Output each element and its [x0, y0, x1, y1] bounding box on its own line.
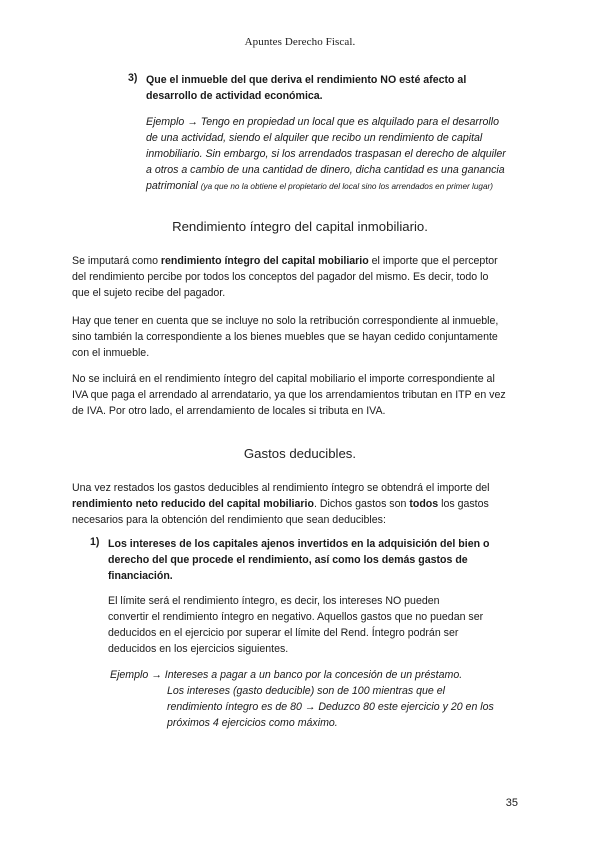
- paragraph-line: Hay que tener en cuenta que se incluye no solo la retribución correspondiente al inmueble,: [72, 315, 499, 327]
- item1-example-continuation: [167, 683, 494, 731]
- bold-term: rendimiento íntegro del capital mobiliario: [160, 255, 369, 267]
- item1-title: [108, 536, 490, 584]
- paragraph-line: con el inmueble.: [72, 347, 150, 359]
- paragraph-line: No se incluirá en el rendimiento íntegro del capital mobiliario el importe correspondiente al: [72, 373, 495, 385]
- text-run: el importe que el perceptor: [368, 255, 498, 267]
- paragraph-line: IVA que paga el arrendado al arrendatario, ya que los arrendamientos tributan en ITP en vez: [72, 389, 506, 401]
- item1-title-line: financiación.: [108, 570, 173, 582]
- paragraph-line: sino también la correspondiente a los bienes muebles que se hayan cedido conjuntamente: [72, 331, 498, 343]
- paragraph-line: [72, 496, 490, 512]
- paragraph-line: El límite será el rendimiento íntegro, es decir, los intereses NO pueden: [108, 595, 440, 607]
- paragraph-line: convertir el rendimiento íntegro en negativo. Aquellos gastos que no puedan ser: [108, 611, 484, 623]
- example-line: rendimiento íntegro es de 80 → Deduzco 80 este ejercicio y 20 en los: [167, 701, 494, 713]
- item1-title-line: derecho del que procede el rendimiento, así como los demás gastos de: [108, 554, 468, 566]
- item3-example: [146, 114, 506, 195]
- item1-example-first-line: Ejemplo → Intereses a pagar a un banco por la concesión de un préstamo.: [110, 669, 463, 681]
- example-line: inmobiliario. Sin embargo, si los arrendados traspasan el derecho de alquiler: [146, 148, 506, 160]
- item3-title-line: desarrollo de actividad económica.: [146, 90, 323, 102]
- section1-paragraph-3: [72, 371, 506, 419]
- paragraph-line: deducidos en el ejercicio por superar el límite del Rend. Íntegro podrán ser: [108, 627, 459, 639]
- section2-paragraph-1: [72, 480, 490, 528]
- paragraph-line: de IVA. Por otro lado, el arrendamiento de locales si tributa en IVA.: [72, 405, 386, 417]
- text-run: Se imputará como: [72, 255, 161, 267]
- section1-paragraph-2: [72, 313, 498, 361]
- section1-paragraph-1: [72, 253, 498, 301]
- example-last-word: patrimonial: [146, 180, 198, 192]
- section-heading: Gastos deducibles.: [243, 446, 357, 461]
- page-header: Apuntes Derecho Fiscal.: [244, 36, 356, 48]
- example-line: Ejemplo → Tengo en propiedad un local que es alquilado para el desarrollo: [146, 116, 499, 128]
- paragraph-line: que el sujeto recibe del pagador.: [72, 287, 226, 299]
- bold-term: todos: [409, 498, 439, 510]
- list-number: 1): [90, 536, 100, 548]
- example-line: de una actividad, siendo el alquiler que recibo un rendimiento de capital: [146, 132, 483, 144]
- item3-title-line: Que el inmueble del que deriva el rendimiento NO esté afecto al: [146, 74, 467, 86]
- item3-title: [146, 72, 466, 104]
- item1-body: [108, 593, 483, 657]
- example-line: Los intereses (gasto deducible) son de 100 mientras que el: [167, 685, 445, 697]
- page-number: 35: [505, 797, 518, 809]
- example-line: a otros a cambio de una cantidad de dinero, dicha cantidad es una ganancia: [146, 164, 505, 176]
- example-note: (ya que no la obtiene el propietario del local sino los arrendados en primer lugar): [200, 182, 493, 191]
- paragraph-line: Una vez restados los gastos deducibles al rendimiento íntegro se obtendrá el importe del: [72, 482, 490, 494]
- text-run: . Dichos gastos son: [313, 498, 410, 510]
- text-run: los gastos: [438, 498, 489, 510]
- paragraph-line: [72, 253, 498, 269]
- item1-title-line: Los intereses de los capitales ajenos invertidos en la adquisición del bien o: [108, 538, 490, 550]
- paragraph-line: necesarios para la obtención del rendimiento que sean deducibles:: [72, 514, 386, 526]
- bold-term: rendimiento neto reducido del capital mobiliario: [72, 498, 314, 510]
- example-line: próximos 4 ejercicios como máximo.: [167, 717, 338, 729]
- paragraph-line: deducidos en los ejercicios siguientes.: [108, 643, 289, 655]
- section-heading: Rendimiento íntegro del capital inmobiliario.: [172, 219, 428, 234]
- paragraph-line: del rendimiento percibe por todos los conceptos del pagador del mismo. Es decir, todo lo: [72, 271, 489, 283]
- example-line: [146, 178, 506, 195]
- list-number: 3): [128, 72, 138, 84]
